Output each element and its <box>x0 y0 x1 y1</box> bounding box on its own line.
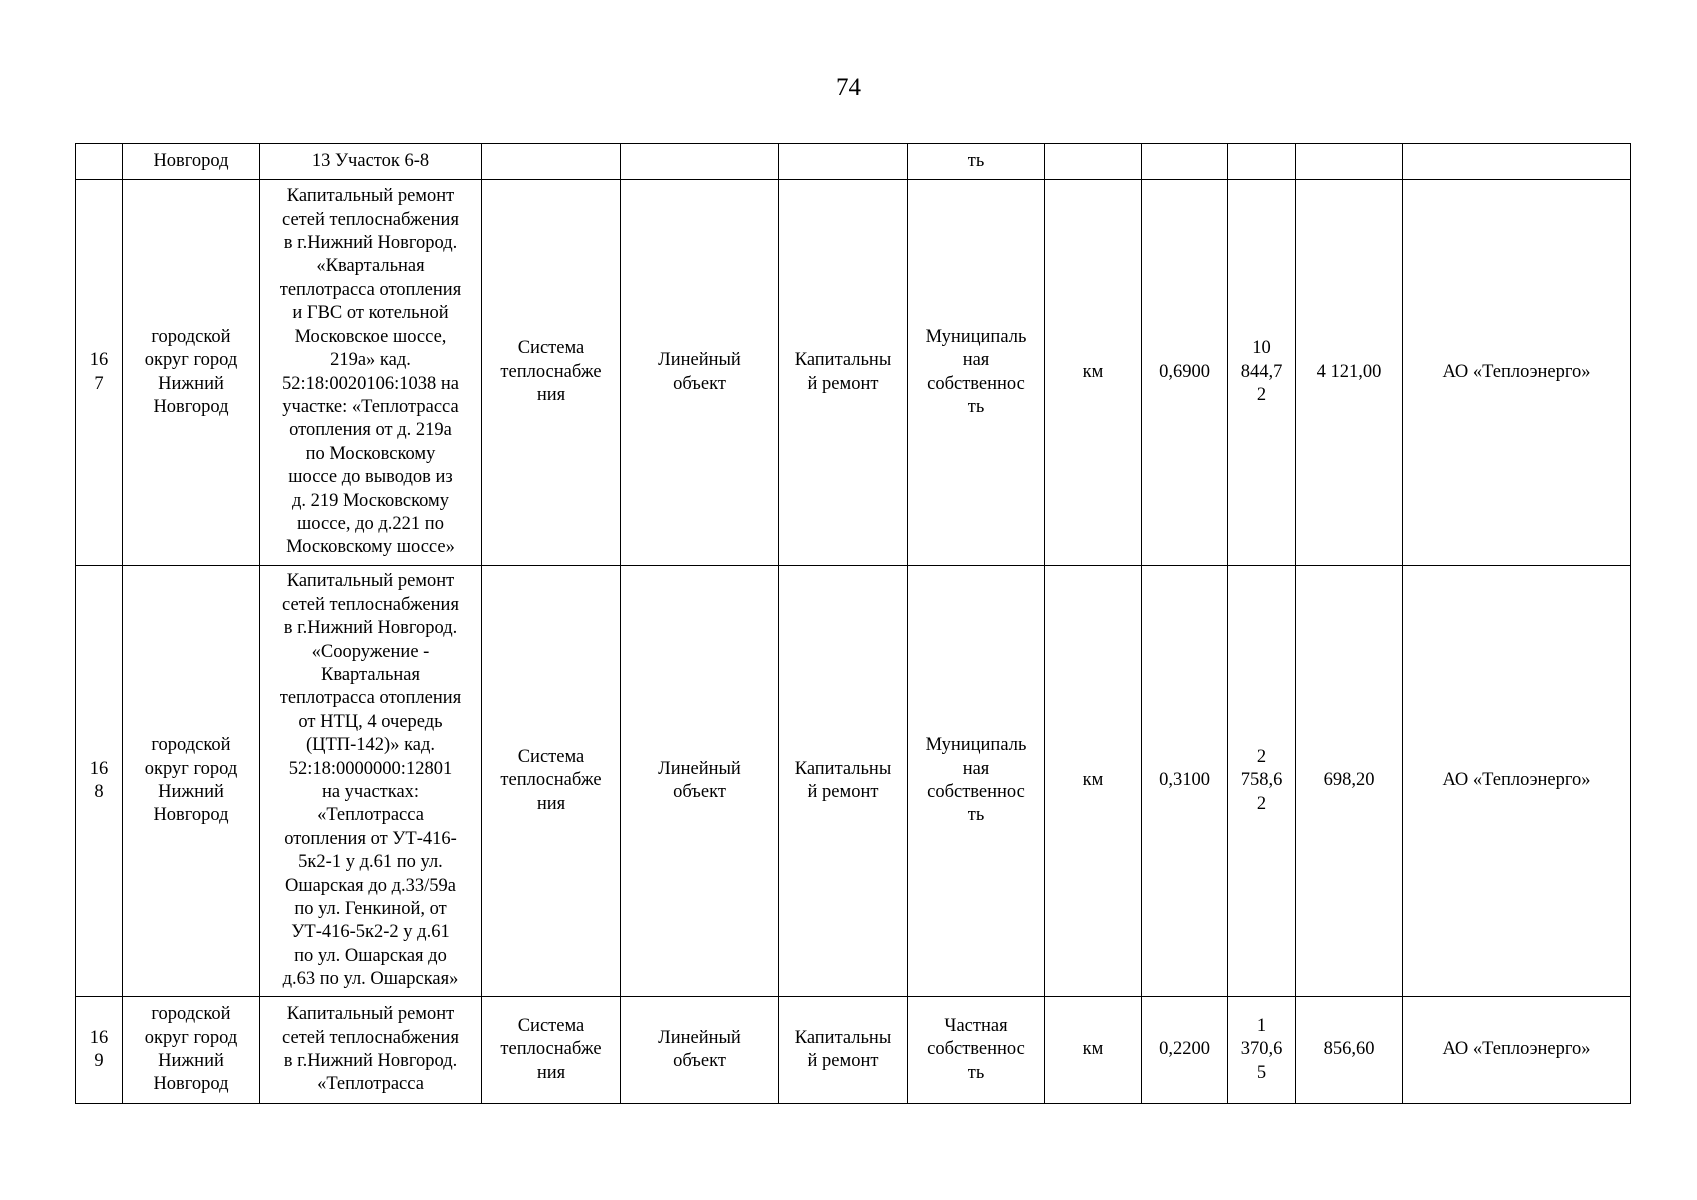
table-row <box>76 997 1631 1104</box>
cell-line: объект <box>673 1051 726 1071</box>
cell-cost <box>1228 180 1296 566</box>
cell-line: «Теплотрасса <box>317 1074 424 1095</box>
cell-line: объект <box>673 373 726 394</box>
cell-amount <box>1296 144 1403 180</box>
cell-line: собственнос <box>927 373 1025 394</box>
cell-system <box>482 180 621 566</box>
cell-line: Квартальная <box>320 664 421 685</box>
cell-organization: АО «Теплоэнерго» <box>1403 566 1631 997</box>
cell-line: Муниципаль <box>925 326 1027 347</box>
cell-line: сетей теплоснабжения <box>282 594 459 615</box>
cell-line: ная <box>962 350 990 371</box>
cell-municipality <box>123 997 260 1104</box>
cell-line: Нижний <box>158 373 224 394</box>
cell-line: 10 <box>1252 338 1271 359</box>
cell-unit: км <box>1045 566 1142 997</box>
cell-line: объект <box>673 782 726 802</box>
cell-ownership <box>908 997 1045 1104</box>
cell-line: 844,7 <box>1240 361 1283 382</box>
cell-amount: 4 121,00 <box>1296 180 1403 566</box>
cell-object <box>260 997 482 1104</box>
cell-line: городской <box>151 326 231 347</box>
cell-line: в г.Нижний Новгород. <box>283 618 458 639</box>
cell-line: Линейный <box>658 758 741 779</box>
cell-line: «Сооружение - <box>311 641 430 662</box>
cell-line: Новгород <box>153 805 229 826</box>
cell-line: Капитальный ремонт <box>286 571 455 592</box>
cell-line: теплоснабже <box>500 770 602 791</box>
cell-line: 16 <box>89 758 109 779</box>
cell-object-type <box>621 997 779 1104</box>
cell-line: 370,6 <box>1240 1039 1283 1060</box>
cell-line: Капитальный ремонт <box>286 1004 455 1025</box>
cell-line: Система <box>517 1015 585 1036</box>
cell-object <box>260 180 482 566</box>
cell-line: Капитальны <box>794 758 892 779</box>
cell-line: 2 <box>1256 746 1267 767</box>
cell-line: д. 219 Московскому <box>292 490 449 511</box>
cell-line: шоссе до выводов из <box>288 467 453 488</box>
cell-line: теплотрасса отопления <box>279 688 462 709</box>
cell-line: округ город <box>144 350 238 371</box>
cell-line: собственнос <box>927 782 1025 802</box>
cell-line: й ремонт <box>807 782 879 802</box>
cell-line: Частная <box>944 1015 1008 1036</box>
cell-line: ная <box>962 758 990 779</box>
cell-line: Капитальны <box>794 350 892 371</box>
cell-line: 7 <box>94 373 104 394</box>
cell-line: «Квартальная <box>316 256 425 277</box>
cell-line: городской <box>151 735 231 756</box>
cell-line: ть <box>967 396 985 417</box>
cell-line: 13 Участок 6-8 <box>311 150 430 171</box>
cell-line: 8 <box>94 782 104 802</box>
cell-line: 52:18:0020106:1038 на <box>282 373 459 394</box>
cell-line: теплотрасса отопления <box>279 279 462 300</box>
cell-municipality <box>123 180 260 566</box>
cell-line: Московское шоссе, <box>294 326 447 347</box>
cell-object <box>260 144 482 180</box>
cell-line: «Теплотрасса <box>317 805 424 826</box>
cell-line: Новгород <box>153 1074 229 1095</box>
cell-unit: км <box>1045 180 1142 566</box>
cell-ownership <box>908 566 1045 997</box>
cell-line: ть <box>967 805 985 826</box>
cell-organization <box>1403 144 1631 180</box>
cell-line: (ЦТП-142)» кад. <box>305 735 436 756</box>
cell-line: шоссе, до д.221 по <box>297 513 444 534</box>
cell-line: ть <box>967 150 985 171</box>
cell-ownership <box>908 144 1045 180</box>
cell-num <box>76 180 123 566</box>
cell-line: от НТЦ, 4 очередь <box>298 711 443 732</box>
cell-line: 758,6 <box>1240 770 1283 791</box>
cell-line: теплоснабже <box>500 1039 602 1060</box>
cell-line: Нижний <box>158 1051 224 1071</box>
cell-object-type <box>621 180 779 566</box>
cell-num <box>76 566 123 997</box>
cell-line: участке: «Теплотрасса <box>282 396 459 417</box>
cell-work-type <box>779 144 908 180</box>
cell-line: 5 <box>1256 1062 1267 1083</box>
cell-line: 9 <box>94 1051 104 1071</box>
cell-work-type <box>779 180 908 566</box>
cell-line: 16 <box>89 1027 109 1048</box>
cell-line: Система <box>517 746 585 767</box>
cell-line: в г.Нижний Новгород. <box>283 1051 458 1071</box>
cell-line: по ул. Генкиной, от <box>294 899 447 920</box>
cell-object <box>260 566 482 997</box>
cell-line: Муниципаль <box>925 735 1027 756</box>
cell-cost <box>1228 566 1296 997</box>
cell-line: и ГВС от котельной <box>292 303 449 324</box>
table-row-continuation <box>76 144 1631 180</box>
cell-line: Ошарская до д.33/59а <box>284 875 456 896</box>
cell-line: Новгород <box>153 396 229 417</box>
cell-line: Капитальны <box>794 1027 892 1048</box>
cell-line: 1 <box>1256 1015 1267 1036</box>
cell-system <box>482 566 621 997</box>
cell-line: Система <box>517 338 585 359</box>
cell-line: ния <box>536 1062 566 1083</box>
cell-line: в г.Нижний Новгород. <box>283 233 458 254</box>
cell-municipality <box>123 566 260 997</box>
cell-line: округ город <box>144 758 238 779</box>
cell-line: Линейный <box>658 350 741 371</box>
cell-length: 0,6900 <box>1142 180 1228 566</box>
cell-num <box>76 997 123 1104</box>
cell-system <box>482 144 621 180</box>
cell-cost <box>1228 997 1296 1104</box>
cell-organization: АО «Теплоэнерго» <box>1403 180 1631 566</box>
cell-line: Линейный <box>658 1027 741 1048</box>
cell-length <box>1142 144 1228 180</box>
cell-line: собственнос <box>927 1039 1025 1060</box>
cell-municipality: Новгород <box>123 144 260 180</box>
cell-line: ть <box>967 1062 985 1083</box>
cell-num <box>76 144 123 180</box>
cell-line: д.63 по ул. Ошарская» <box>282 969 459 990</box>
cell-line: 2 <box>1256 385 1267 406</box>
cell-line: теплоснабже <box>500 361 602 382</box>
cell-line: сетей теплоснабжения <box>282 209 459 230</box>
cell-line: 2 <box>1256 793 1267 814</box>
cell-unit: км <box>1045 997 1142 1104</box>
cell-line: отопления от УТ-416- <box>284 828 457 849</box>
cell-system <box>482 997 621 1104</box>
cell-line: 52:18:0000000:12801 <box>288 758 453 779</box>
cell-organization: АО «Теплоэнерго» <box>1403 997 1631 1104</box>
cell-amount: 856,60 <box>1296 997 1403 1104</box>
cell-cost <box>1228 144 1296 180</box>
cell-line: 219а» кад. <box>330 350 411 371</box>
cell-line: Нижний <box>158 782 224 802</box>
cell-amount: 698,20 <box>1296 566 1403 997</box>
cell-line: сетей теплоснабжения <box>282 1027 459 1048</box>
cell-line: й ремонт <box>807 1051 879 1071</box>
cell-line: 5к2-1 у д.61 по ул. <box>298 852 443 873</box>
cell-line: ния <box>536 385 566 406</box>
cell-object-type <box>621 566 779 997</box>
cell-line: 16 <box>89 350 109 371</box>
cell-line: по Московскому <box>305 443 436 464</box>
cell-line: ния <box>536 793 566 814</box>
table-row <box>76 180 1631 566</box>
cell-line: отопления от д. 219а <box>289 420 452 441</box>
cell-object-type <box>621 144 779 180</box>
cell-work-type <box>779 997 908 1104</box>
page-number: 74 <box>836 74 861 101</box>
cell-ownership <box>908 180 1045 566</box>
cell-line: на участках: <box>321 782 420 802</box>
data-table <box>75 143 1631 1104</box>
cell-line: по ул. Ошарская до <box>294 945 447 966</box>
cell-line: городской <box>151 1004 231 1025</box>
cell-unit <box>1045 144 1142 180</box>
cell-line: Капитальный ремонт <box>286 186 455 207</box>
cell-line: й ремонт <box>807 373 879 394</box>
cell-line: УТ-416-5к2-2 у д.61 <box>291 922 450 943</box>
cell-line: Московскому шоссе» <box>286 537 455 558</box>
table-row <box>76 566 1631 997</box>
cell-work-type <box>779 566 908 997</box>
cell-line: округ город <box>144 1027 238 1048</box>
cell-length: 0,2200 <box>1142 997 1228 1104</box>
cell-length: 0,3100 <box>1142 566 1228 997</box>
